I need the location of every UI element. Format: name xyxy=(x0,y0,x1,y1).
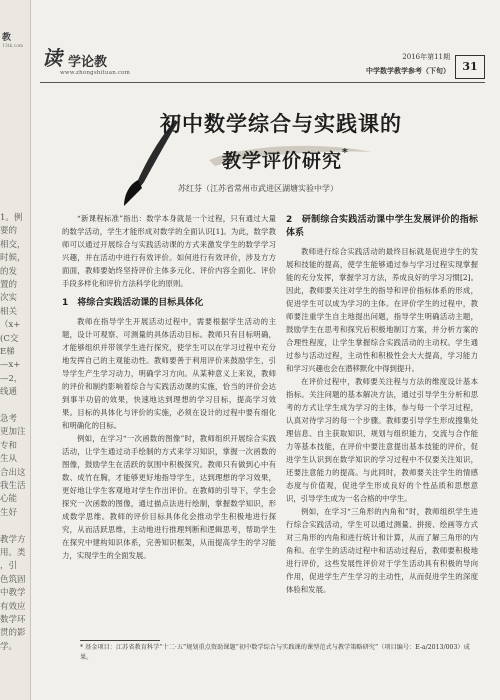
edge-text-line: （x+ xyxy=(0,320,21,331)
journal-logo-mark: 读 xyxy=(42,46,62,70)
edge-text-line: 专和 xyxy=(0,440,18,451)
journal-logo-text: 学论教 xyxy=(68,55,108,70)
edge-logo: 教 xyxy=(2,33,12,43)
edge-text-line: 急考 xyxy=(0,414,18,424)
edge-text-line: 时候， xyxy=(0,253,26,264)
article-title-line2 xyxy=(222,146,422,173)
edge-text-line: 更加注 xyxy=(0,427,26,438)
edge-text-line: —x+ xyxy=(0,360,21,371)
left-column xyxy=(62,212,276,562)
edge-text-line: 合出这 xyxy=(0,467,26,478)
edge-text-line: 相交， xyxy=(0,239,26,250)
right-column xyxy=(286,212,478,596)
edge-text-line: 数学环 xyxy=(0,615,26,625)
section2-paragraph: 在评价过程中，教师要关注程与方法的维度设计基本指标。关注问题的基本解决方法，通过引导学生分析和思考的方式让学生成为学习的主体，参与每一个学习过程，认真对待学习的每一个步骤。教师要引导学生形成搜集处理信息、自主获取知识、规划与组织能力，交流与合作能力等基本技能，在评价中要注意提出基本技能的评价，促进学生认识到在数学知识的学习过程中不仅要关注知识，还要注意能力的提高。与此同时，教师要关注学生的情感态度与价值观，促进学生形成良好的个性品质和思想意识，引导学生成为一名合格的中学生。 xyxy=(286,377,478,503)
journal-name: 中学数学教学参考（下旬） xyxy=(366,66,450,75)
edge-text-line: E梯 xyxy=(0,347,15,357)
article-title-line1: 初中数学综合与实践课的 xyxy=(160,112,402,136)
section1-heading: 1 将综合实践活动课的目标具体化 xyxy=(62,298,204,308)
edge-text-line: ，引 xyxy=(0,561,18,572)
author-line: 苏红芬（江苏省常州市武进区湖塘实验中学） xyxy=(178,184,338,193)
edge-text-line: 有效应 xyxy=(0,601,26,612)
edge-text-line: 1。例 xyxy=(0,213,23,223)
edge-text-line: 要的 xyxy=(0,226,18,237)
issue-label: 2016年第11期 xyxy=(402,53,450,61)
edge-logo-sub: 13tk.com xyxy=(2,44,24,49)
edge-text-line: 心能 xyxy=(0,494,18,505)
edge-text-line: (C交 xyxy=(0,333,19,344)
title-line2-text: 教学评价研究 xyxy=(222,150,343,172)
edge-text-line: 学。 xyxy=(0,641,18,652)
section2-heading: 2 研制综合实践活动课中学生发展评价的指标体系 xyxy=(286,215,478,238)
footnote-divider xyxy=(80,640,160,641)
title-footnote-marker: * xyxy=(342,146,349,159)
edge-text-line: 生从 xyxy=(0,454,18,465)
section1-paragraph: 教师在指导学生开展活动过程中，需要根据学生活动的主题，设计可观察、可测量的具体活动目标。教师只有目标明确，才能够组织并带领学生进行探究，使学生可以在学习过程中充分地发挥自己的主观能动性。教师要善于利用评价来鼓励学生，引导学生产生学习动力，明确学习方向。从某种意义上来说，教师的评价和制约影响着综合与实践活动课的实施，恰当的评价会达到事半功倍的效果，快速地达到理想的学习目标，提高学习效果。目标的具体化与评价的实施，必须在设计的过程中要有细化和明确化的目标。 xyxy=(62,317,276,430)
edge-text-line: 色筑固 xyxy=(0,574,26,585)
edge-text-line: 相关 xyxy=(0,306,18,317)
edge-text-line: 的发 xyxy=(0,266,18,277)
edge-text-line: 置的 xyxy=(0,280,18,290)
journal-logo-url: www.zhongshituan.com xyxy=(60,70,131,76)
edge-text-line: 中教学 xyxy=(0,588,26,599)
edge-text-line: —2， xyxy=(0,373,23,384)
edge-text-line: 贯的影 xyxy=(0,628,26,639)
header-divider xyxy=(40,82,485,83)
edge-text-line: 生好 xyxy=(0,507,18,518)
section1-paragraph: 例如，在学习“一次函数的图像”时，教师组织开展综合实践活动，让学生通过动手绘制的方式来学习知识，掌握一次函数的图像，鼓励学生在活跃的氛围中积极探究。教师只有做到心中有数、成竹在胸，才能够更好地指导学生，达到理想的学习效果，更好地让学生客观地对学生作出评价。在教师的引导下，学生会探究一次函数的图像，通过描点法进行绘制，掌握数学知识，形成数学思维。教师的评价目标具体化会推动学生积极地进行探究，从而活跃思维，主动地进行推理判断和逻辑思考，帮助学生在探究中建构知识体系，完善知识框架，从而提高学生的学习能力，实现学生的全面发展。 xyxy=(62,434,276,560)
edge-text-line: 线通 xyxy=(0,387,18,398)
page-number: 31 xyxy=(455,55,485,79)
intro-paragraph: “新课程标准”指出：数学本身就是一个过程，只有通过大量的数学活动，学生才能形成对数学的全面认识[1]。为此，数学教师可以通过开展综合与实践活动课的方式来激发学生的数学学习兴趣，并在活动中进行有效评价。如何进行有效评价，涉及方方面面，教师要始终坚持评价主体多元化、评价内容全面化、评价手段多样化和评价方法科学化的原则。 xyxy=(62,214,276,288)
section2-paragraph: 例如，在学习“三角形的内角和”时，教师组织学生进行综合实践活动，学生可以通过测量、拼接、绘画等方式对三角形的内角和进行统计和计算，从而了解三角形的内角和。在学生的活动过程中和活动过程后，教师要积极地进行评价，这些发展性评价对于学生活动具有积极的导向作用，促进学生产生学习的主动性，从而促进学生的深度体验和发展。 xyxy=(286,507,478,594)
footnote: * 基金项目：江苏省教育科学“十二·五”规划重点资助课题“初中数学综合与实践课的课型范式与教学策略研究”（项目编号：E-a/2013/003）成果。 xyxy=(80,644,470,661)
section2-paragraph: 教师进行综合实践活动的最终目标就是促进学生的发展和技能的提高，使学生能够通过参与学习过程实现掌握能的充分发挥，掌握学习方法，养成良好的学习习惯[2]。因此，教师要关注对学生的指导和评价指标体系的形成，促进学生可以成为学习的主体。在评价学生的过程中，教师要注重学生自主地提出问题，指导学生明确活动主题，鼓励学生在思考和探究后积极地制订方案，并分析方案的合理性程度，让学生掌握综合实践活动的主动权。学生通过参与活动过程，主动性和积极性会大大提高，学习能力和学习兴趣也会在潜移默化中得到提升。 xyxy=(286,247,478,373)
edge-text-line: 我生活 xyxy=(0,481,26,491)
edge-text-line: 教学方 xyxy=(0,534,26,545)
previous-page-edge xyxy=(0,0,31,700)
edge-text-line: 次实 xyxy=(0,293,18,304)
edge-text-line: 用。类 xyxy=(0,548,26,558)
